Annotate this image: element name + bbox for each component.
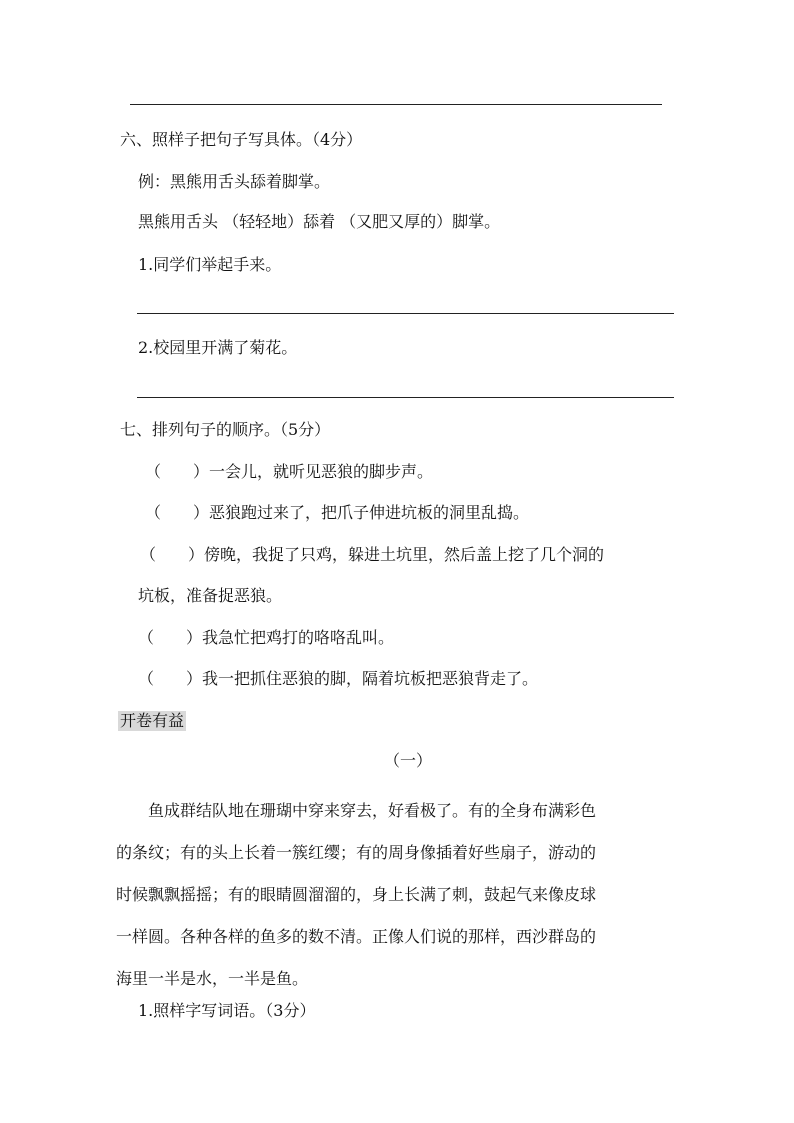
passage-line: 鱼成群结队地在珊瑚中穿来穿去，好看极了。有的全身布满彩色 (116, 801, 597, 820)
passage-line: 的条纹；有的头上长着一簇红缨；有的周身像插着好些扇子，游动的 (116, 843, 597, 862)
answer-line-2 (137, 397, 674, 398)
sentence-item-continuation: 坑板，准备捉恶狼。 (138, 586, 283, 605)
section6-heading: 六、照样子把句子写具体。（4分） (120, 130, 363, 149)
sentence-item: （ ）我急忙把鸡打的咯咯乱叫。 (138, 628, 395, 647)
passage-line: 时候飘飘摇摇；有的眼睛圆溜溜的，身上长满了刺，鼓起气来像皮球 (116, 885, 597, 904)
reading-section-tag: 开卷有益 (120, 711, 185, 730)
reading-question-1: 1.照样字写词语。（3分） (138, 1001, 316, 1020)
section6-question-2: 2.校园里开满了菊花。 (138, 338, 298, 357)
sentence-item: （ ）恶狼跑过来了，把爪子伸进坑板的洞里乱捣。 (145, 503, 530, 522)
section6-example-answer: 黑熊用舌头 （轻轻地）舔着 （又肥又厚的）脚掌。 (138, 212, 501, 231)
reading-passage (116, 790, 676, 1000)
section6-question-1: 1.同学们举起手来。 (138, 255, 282, 274)
reading-part-title: （一） (384, 751, 433, 770)
section6-example-label: 例：黑熊用舌头舔着脚掌。 (138, 172, 331, 191)
passage-line: 一样圆。各种各样的鱼多的数不清。正像人们说的那样，西沙群岛的 (116, 927, 597, 946)
sentence-item: （ ）傍晚，我捉了只鸡，躲进土坑里，然后盖上挖了几个洞的 (140, 545, 605, 564)
sentence-item: （ ）我一把抓住恶狼的脚，隔着坑板把恶狼背走了。 (138, 669, 539, 688)
top-divider (130, 104, 662, 105)
passage-line: 海里一半是水，一半是鱼。 (116, 969, 309, 988)
answer-line-1 (137, 313, 674, 314)
sentence-item: （ ）一会儿，就听见恶狼的脚步声。 (145, 462, 434, 481)
section7-heading: 七、排列句子的顺序。（5分） (120, 420, 331, 439)
